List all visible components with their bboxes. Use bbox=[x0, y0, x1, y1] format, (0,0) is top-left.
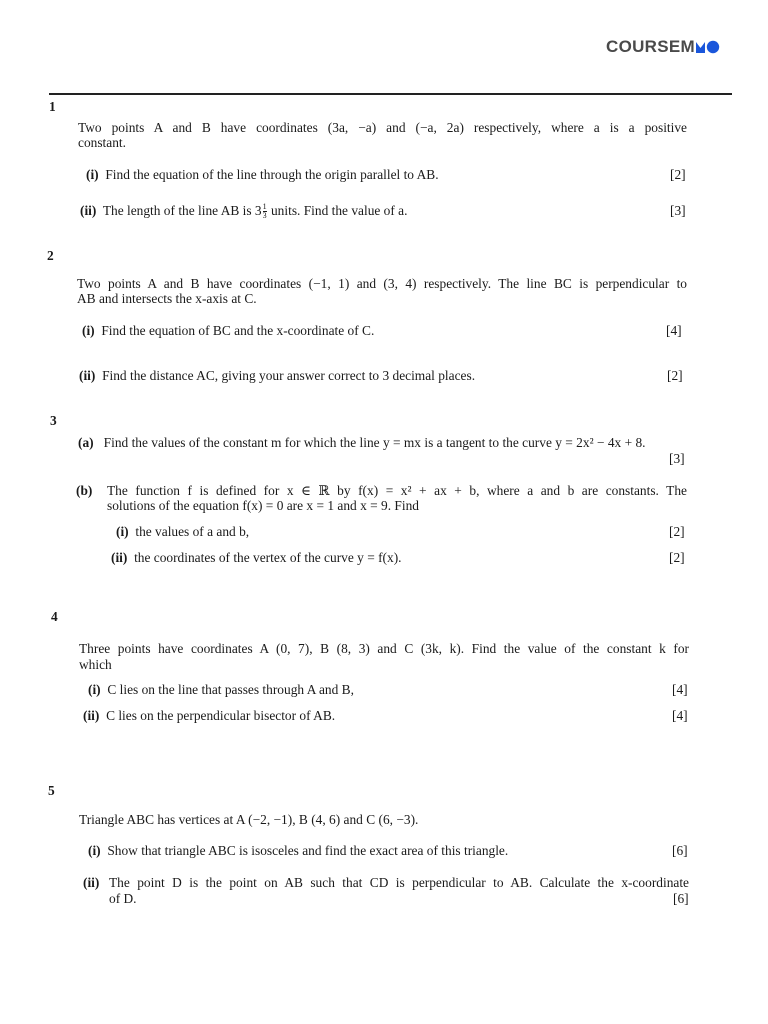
q1-ii-text-after: units. Find the value of a. bbox=[267, 203, 408, 218]
q3-b-label: (b) bbox=[76, 483, 93, 498]
q2-stem-line2: AB and intersects the x-axis at C. bbox=[77, 291, 257, 306]
q3-part-b-i bbox=[116, 524, 249, 540]
q3-a-marks: [3] bbox=[669, 451, 685, 466]
q2-i-text: Find the equation of BC and the x-coordinate of C. bbox=[101, 323, 375, 338]
q4-i-label: (i) bbox=[88, 682, 101, 697]
q2-i-marks: [4] bbox=[666, 323, 682, 338]
q3-bi-label: (i) bbox=[116, 524, 129, 539]
q1-ii-marks: [3] bbox=[670, 203, 686, 218]
q3-b-line1: The function f is defined for x ∈ ℝ by f(x) = x² + ax + b, where a and b are constants. The bbox=[107, 483, 687, 498]
question-number-1: 1 bbox=[49, 99, 56, 114]
q1-ii-label: (ii) bbox=[80, 203, 97, 218]
q2-i-label: (i) bbox=[82, 323, 95, 338]
q1-stem-line2: constant. bbox=[78, 135, 126, 150]
question-number-3: 3 bbox=[50, 413, 57, 428]
q3-part-a bbox=[78, 435, 646, 451]
q2-ii-label: (ii) bbox=[79, 368, 96, 383]
q3-a-text: Find the values of the constant m for which the line y = mx is a tangent to the curve y = 2x² − 4x + 8. bbox=[103, 435, 646, 450]
q4-stem-line1: Three points have coordinates A (0, 7), B (8, 3) and C (3k, k). Find the value of the constant k for bbox=[79, 641, 689, 656]
q3-bi-marks: [2] bbox=[669, 524, 685, 539]
q4-part-i bbox=[88, 682, 354, 698]
logo-text: COURSEM bbox=[606, 37, 695, 56]
q2-part-i bbox=[82, 323, 374, 339]
q4-ii-text: C lies on the perpendicular bisector of AB. bbox=[106, 708, 336, 723]
q4-ii-label: (ii) bbox=[83, 708, 100, 723]
question-number-2: 2 bbox=[47, 248, 54, 263]
q5-ii-label: (ii) bbox=[83, 875, 100, 890]
q2-ii-marks: [2] bbox=[667, 368, 683, 383]
q2-part-ii bbox=[79, 368, 475, 384]
q3-part-b-ii bbox=[111, 550, 402, 566]
q1-ii-frac-den: 3 bbox=[262, 211, 267, 221]
q3-bi-text: the values of a and b, bbox=[135, 524, 250, 539]
coursemo-logo bbox=[606, 37, 720, 57]
q5-ii-line1: The point D is the point on AB such that CD is perpendicular to AB. Calculate the x-coordinate bbox=[109, 875, 689, 890]
question-number-5: 5 bbox=[48, 783, 55, 798]
q1-i-text: Find the equation of the line through the origin parallel to AB. bbox=[105, 167, 439, 182]
q5-i-label: (i) bbox=[88, 843, 101, 858]
q4-i-marks: [4] bbox=[672, 682, 688, 697]
q4-ii-marks: [4] bbox=[672, 708, 688, 723]
q1-stem-line1: Two points A and B have coordinates (3a, −a) and (−a, 2a) respectively, where a is a positive bbox=[78, 120, 687, 135]
q5-ii-line2: of D. bbox=[109, 891, 137, 906]
header-rule bbox=[49, 93, 732, 95]
q1-ii-fraction bbox=[263, 203, 267, 220]
q1-i-label: (i) bbox=[86, 167, 99, 182]
q4-stem-line2: which bbox=[79, 657, 112, 672]
q2-ii-text: Find the distance AC, giving your answer correct to 3 decimal places. bbox=[102, 368, 476, 383]
q4-i-text: C lies on the line that passes through A and B, bbox=[107, 682, 354, 697]
q5-i-text: Show that triangle ABC is isosceles and find the exact area of this triangle. bbox=[107, 843, 509, 858]
q1-ii-text-before: The length of the line AB is 3 bbox=[102, 203, 262, 218]
q2-stem-line1: Two points A and B have coordinates (−1, 1) and (3, 4) respectively. The line BC is perpendicular to bbox=[77, 276, 687, 291]
q3-bii-marks: [2] bbox=[669, 550, 685, 565]
logo-mark-icon bbox=[696, 40, 720, 54]
q3-bii-text: the coordinates of the vertex of the curve y = f(x). bbox=[134, 550, 402, 565]
q1-part-i bbox=[86, 167, 439, 183]
q4-part-ii bbox=[83, 708, 335, 724]
q3-b-line2: solutions of the equation f(x) = 0 are x = 1 and x = 9. Find bbox=[107, 498, 419, 513]
q5-ii-marks: [6] bbox=[673, 891, 689, 906]
question-number-4: 4 bbox=[51, 609, 58, 624]
q1-ii-frac-num: 1 bbox=[262, 202, 267, 212]
q5-part-i bbox=[88, 843, 508, 859]
q5-i-marks: [6] bbox=[672, 843, 688, 858]
q3-a-label: (a) bbox=[78, 435, 94, 450]
q1-part-ii bbox=[80, 203, 407, 220]
q5-part-ii-label-wrap bbox=[83, 875, 99, 891]
q3-bii-label: (ii) bbox=[111, 550, 128, 565]
q5-stem: Triangle ABC has vertices at A (−2, −1), B (4, 6) and C (6, −3). bbox=[79, 812, 419, 827]
q3-part-b-label-wrap bbox=[76, 483, 92, 499]
q1-i-marks: [2] bbox=[670, 167, 686, 182]
